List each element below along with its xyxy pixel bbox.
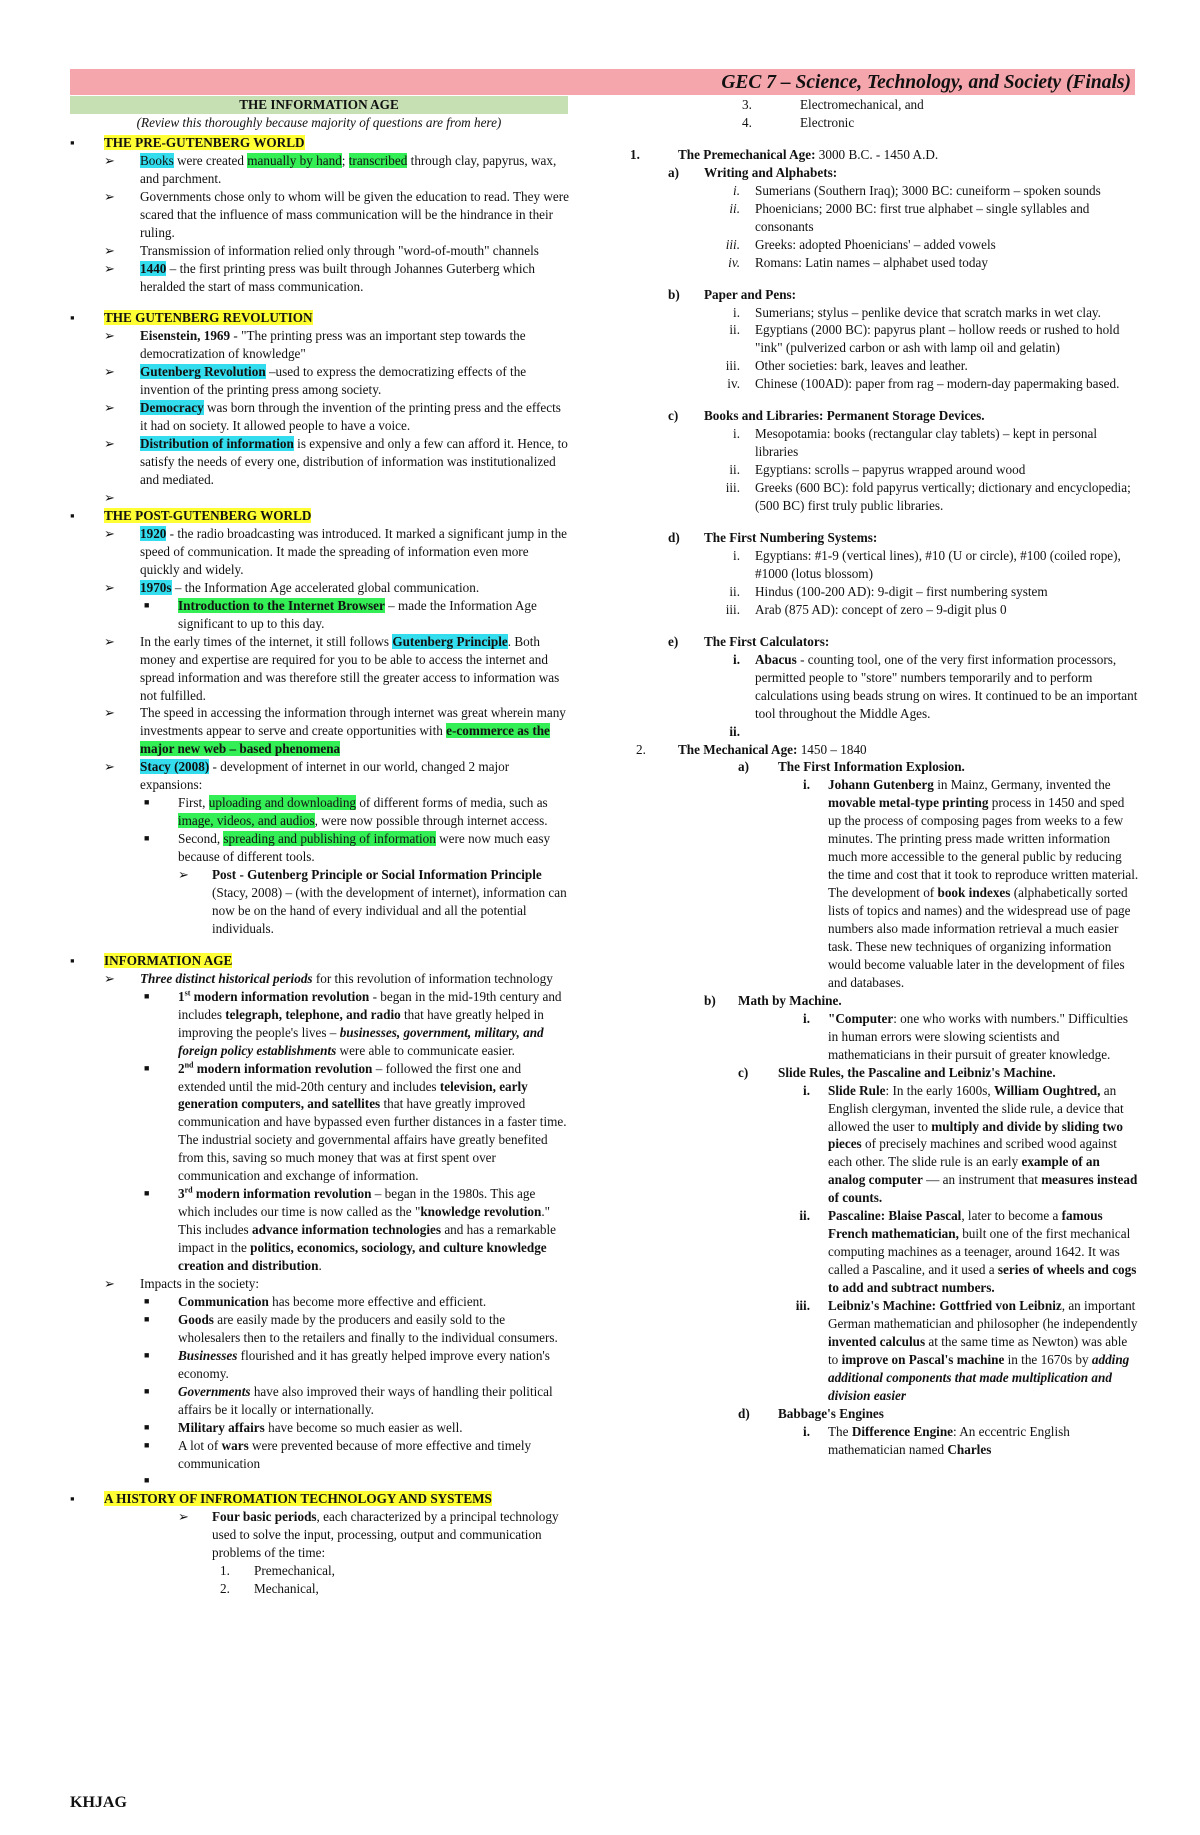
numbered-item: 3. Electromechanical, and bbox=[742, 97, 924, 112]
list-item-empty: ➢ bbox=[104, 490, 116, 506]
list-item: ➢ Governments chose only to whom will be given the education to read. They were scared that the influence of mass communication will be the hindrance in their ruling. bbox=[104, 188, 569, 240]
list-item: ➢ 1920 - the radio broadcasting was introduced. It marked a significant jump in the speed of communication. It made the spreading of information even more quickly and widely. bbox=[104, 525, 568, 577]
roman-item: ii. Egyptians (2000 BC): papyrus plant – hollow reeds or rushed to hold "ink" (pulverized carbon or ash with lamp oil and gelatin) bbox=[729, 322, 1120, 356]
list-item: ➢ 1970s – the Information Age accelerated global communication. bbox=[104, 579, 480, 595]
roman-item: i. Slide Rule: In the early 1600s, William Oughtred, an English clergyman, invented the slide rule, a device that allowed the user to multiply and divide by sliding two pieces of precisely machines and scribed wood against each other. The slide rule is an early example of an analog computer — an instrument that measures instead of counts. bbox=[803, 1082, 1138, 1206]
sub-list-item: ■ A lot of wars were prevented because of more effective and timely communication bbox=[144, 1437, 532, 1471]
subsection-heading: b) Math by Machine. bbox=[704, 992, 842, 1008]
list-item: ➢ Impacts in the society: bbox=[104, 1276, 260, 1291]
list-item: ➢ Democracy was born through the invention of the printing press and the effects it had on society. It allowed people to have a voice. bbox=[104, 400, 561, 434]
age-heading: 1. The Premechanical Age: 3000 B.C. - 1450 A.D. bbox=[630, 146, 939, 162]
age-heading: 2. The Mechanical Age: 1450 – 1840 bbox=[636, 741, 867, 757]
subsection-heading: a) The First Information Explosion. bbox=[738, 759, 965, 775]
sub-list-item: ■ Military affairs have become so much easier as well. bbox=[144, 1419, 463, 1435]
roman-item: iii. Arab (875 AD): concept of zero – 9-digit plus 0 bbox=[725, 601, 1007, 617]
roman-item: i. Mesopotamia: books (rectangular clay tablets) – kept in personal libraries bbox=[733, 426, 1098, 460]
sub-list-item: ■ Introduction to the Internet Browser – made the Information Age significant to up to this day. bbox=[144, 597, 537, 631]
roman-item: i. The Difference Engine: An eccentric English mathematician named Charles bbox=[803, 1423, 1070, 1457]
list-item: ➢ Four basic periods, each characterized by a principal technology used to solve the input, processing, output and communication problems of the time: bbox=[178, 1509, 559, 1561]
sub-list-item: ■ Goods are easily made by the producers and easily sold to the wholesalers then to the retailers and finally to the individual consumers. bbox=[144, 1311, 558, 1345]
roman-item: i. "Computer: one who works with numbers." Difficulties in human errors were slowing scientists and mathematicians in their pursuit of greater knowledge. bbox=[803, 1010, 1128, 1062]
roman-item: ii. Phoenicians; 2000 BC: first true alphabet – single syllables and consonants bbox=[729, 200, 1090, 234]
left-column bbox=[70, 96, 570, 1598]
course-title: GEC 7 – Science, Technology, and Society (Finals) bbox=[721, 72, 1131, 93]
numbered-item: 4. Electronic bbox=[742, 114, 855, 130]
heading-post-gutenberg: ▪ THE POST-GUTENBERG WORLD bbox=[70, 507, 312, 523]
right-column bbox=[630, 96, 1140, 1459]
list-item: ➢ Stacy (2008) - development of internet in our world, changed 2 major expansions: bbox=[104, 759, 510, 793]
roman-item: iii. Leibniz's Machine: Gottfried von Leibniz, an important German mathematician and philosopher (he independently invented calculus at the same time as Newton) was able to improve on Pascal's machine in the 1670s by adding additional components that made multiplication and division easier bbox=[795, 1298, 1138, 1403]
roman-item: iv. Romans: Latin names – alphabet used today bbox=[728, 254, 988, 270]
footer-initials: KHJAG bbox=[70, 1794, 127, 1811]
section-subtitle: (Review this thoroughly because majority of questions are from here) bbox=[136, 114, 502, 130]
sub-list-item: ■ 3rd modern information revolution – began in the 1980s. This age which includes our time is now called as the "knowledge revolution." This includes advance information technologies and has a remarkable impact in the politics, economics, sociology, and culture knowledge creation and distribution. bbox=[144, 1185, 556, 1274]
list-item: ➢ The speed in accessing the information through internet was great wherein many investments appear to serve and create opportunities with e-commerce as the major new web – based phenomena bbox=[104, 705, 566, 757]
list-item: ➢ Gutenberg Revolution –used to express the democratizing effects of the invention of the printing press among society. bbox=[104, 364, 527, 398]
numbered-item: 1. Premechanical, bbox=[220, 1563, 335, 1579]
list-item: ➢ Transmission of information relied only through "word-of-mouth" channels bbox=[104, 242, 539, 258]
section-title: THE INFORMATION AGE bbox=[70, 96, 568, 114]
list-item: ➢ Distribution of information is expensive and only a few can afford it. Hence, to satisfy the needs of every one, distribution of information was institutionalized and mediated. bbox=[104, 436, 568, 488]
roman-item: ii. Pascaline: Blaise Pascal, later to become a famous French mathematician, built one of the first mechanical computing machines as a teenager, around 1642. It was called a Pascaline, and it used a series of wheels and cogs to add and subtract numbers. bbox=[799, 1208, 1137, 1296]
subsection-heading: d) Babbage's Engines bbox=[738, 1405, 884, 1421]
roman-item: i. Sumerians (Southern Iraq); 3000 BC: cuneiform – spoken sounds bbox=[733, 182, 1101, 198]
subsection-heading: e) The First Calculators: bbox=[668, 633, 830, 649]
heading-gutenberg-revolution: ▪ THE GUTENBERG REVOLUTION bbox=[70, 310, 313, 326]
sub-sub-list-item: ➢ Post - Gutenberg Principle or Social Information Principle (Stacy, 2008) – (with the development of internet), information can now be on the hand of every individual and all the potential individuals. bbox=[178, 867, 567, 936]
roman-item: i. Johann Gutenberg in Mainz, Germany, invented the movable metal-type printing process in 1450 and sped up the process of composing pages from weeks to a few minutes. The printing press made written information much more accessible to the general public by reducing the time and cost that it took to reproduce written material. The development of book indexes (alphabetically sorted lists of topics and names) and the widespread use of page numbers also made information retrieval a much easier task. These new techniques of organizing information would become valuable later in the development of files and databases. bbox=[803, 777, 1139, 990]
sub-list-item-empty: ■ bbox=[144, 1475, 150, 1486]
roman-item-empty: ii. bbox=[729, 723, 740, 739]
heading-information-age: ▪ INFORMATION AGE bbox=[70, 952, 233, 968]
roman-item: iv. Chinese (100AD): paper from rag – modern-day papermaking based. bbox=[727, 376, 1120, 392]
sub-list-item: ■ Communication has become more effective and efficient. bbox=[144, 1293, 487, 1309]
sub-list-item: ■ First, uploading and downloading of different forms of media, such as image, videos, and audios, were now possible through internet access. bbox=[144, 795, 548, 829]
numbered-item: 2. Mechanical, bbox=[220, 1581, 319, 1597]
sub-list-item: ■ 1st modern information revolution - began in the mid-19th century and includes telegraph, telephone, and radio that have greatly helped in improving the people's lives – businesses, government, military, and foreign policy establishments were able to communicate easier. bbox=[144, 988, 562, 1058]
roman-item: ii. Hindus (100-200 AD): 9-digit – first numbering system bbox=[729, 583, 1048, 599]
subsection-heading: c) Books and Libraries: Permanent Storage Devices. bbox=[668, 408, 985, 424]
list-item: ➢ Books were created manually by hand; transcribed through clay, papyrus, wax, and parchment. bbox=[104, 152, 557, 186]
list-item: ➢ In the early times of the internet, it still follows Gutenberg Principle. Both money and expertise are required for you to be able to access the internet and spread information and was therefore still the greater access to information was not fulfilled. bbox=[104, 633, 560, 703]
sub-list-item: ■ Governments have also improved their ways of handling their political affairs be it locally or internationally. bbox=[144, 1383, 553, 1417]
list-item: ➢ Three distinct historical periods for this revolution of information technology bbox=[104, 970, 553, 986]
roman-item: ii. Egyptians: scrolls – papyrus wrapped around wood bbox=[729, 462, 1026, 478]
sub-list-item: ■ 2nd modern information revolution – followed the first one and extended until the mid-20th century and includes television, early generation computers, and satellites that have greatly improved communication and have bypassed even further distances in a faster time. The industrial society and governmental affairs have greatly benefited from this, saving so much money that was at first spent over communication and exchange of information. bbox=[144, 1060, 567, 1184]
list-item: ➢ 1440 – the first printing press was built through Johannes Guterberg which heralded the start of mass communication. bbox=[104, 260, 535, 294]
header-band bbox=[70, 69, 1135, 95]
heading-pre-gutenberg: ▪ THE PRE-GUTENBERG WORLD bbox=[70, 134, 305, 150]
subsection-heading: a) Writing and Alphabets: bbox=[668, 164, 838, 180]
roman-item: i. Sumerians; stylus – penlike device that scratch marks in wet clay. bbox=[733, 304, 1101, 320]
roman-item: iii. Other societies: bark, leaves and leather. bbox=[725, 358, 968, 374]
roman-item: i. Egyptians: #1-9 (vertical lines), #10 (U or circle), #100 (coiled rope), #1000 (lotus blossom) bbox=[733, 547, 1121, 581]
roman-item: iii. Greeks: adopted Phoenicians' – added vowels bbox=[725, 236, 996, 252]
list-item: ➢ Eisenstein, 1969 - "The printing press was an important step towards the democratization of knowledge" bbox=[104, 328, 526, 362]
roman-item: i. Abacus - counting tool, one of the very first information processors, permitted people to "store" numbers temporarily and to perform calculations using beads strung on wires. It continued to be an important tool throughout the Middle Ages. bbox=[733, 651, 1138, 721]
subsection-heading: d) The First Numbering Systems: bbox=[668, 530, 878, 546]
subsection-heading: c) Slide Rules, the Pascaline and Leibniz's Machine. bbox=[738, 1064, 1056, 1080]
roman-item: iii. Greeks (600 BC): fold papyrus vertically; dictionary and encyclopedia; (500 BC) first truly public libraries. bbox=[725, 480, 1131, 514]
sub-list-item: ■ Second, spreading and publishing of information were now much easy because of different tools. bbox=[144, 831, 551, 865]
sub-list-item: ■ Businesses flourished and it has greatly helped improve every nation's economy. bbox=[144, 1347, 550, 1381]
heading-history-it: ▪ A HISTORY OF INFROMATION TECHNOLOGY AND SYSTEMS bbox=[70, 1491, 492, 1507]
subsection-heading: b) Paper and Pens: bbox=[668, 286, 797, 302]
